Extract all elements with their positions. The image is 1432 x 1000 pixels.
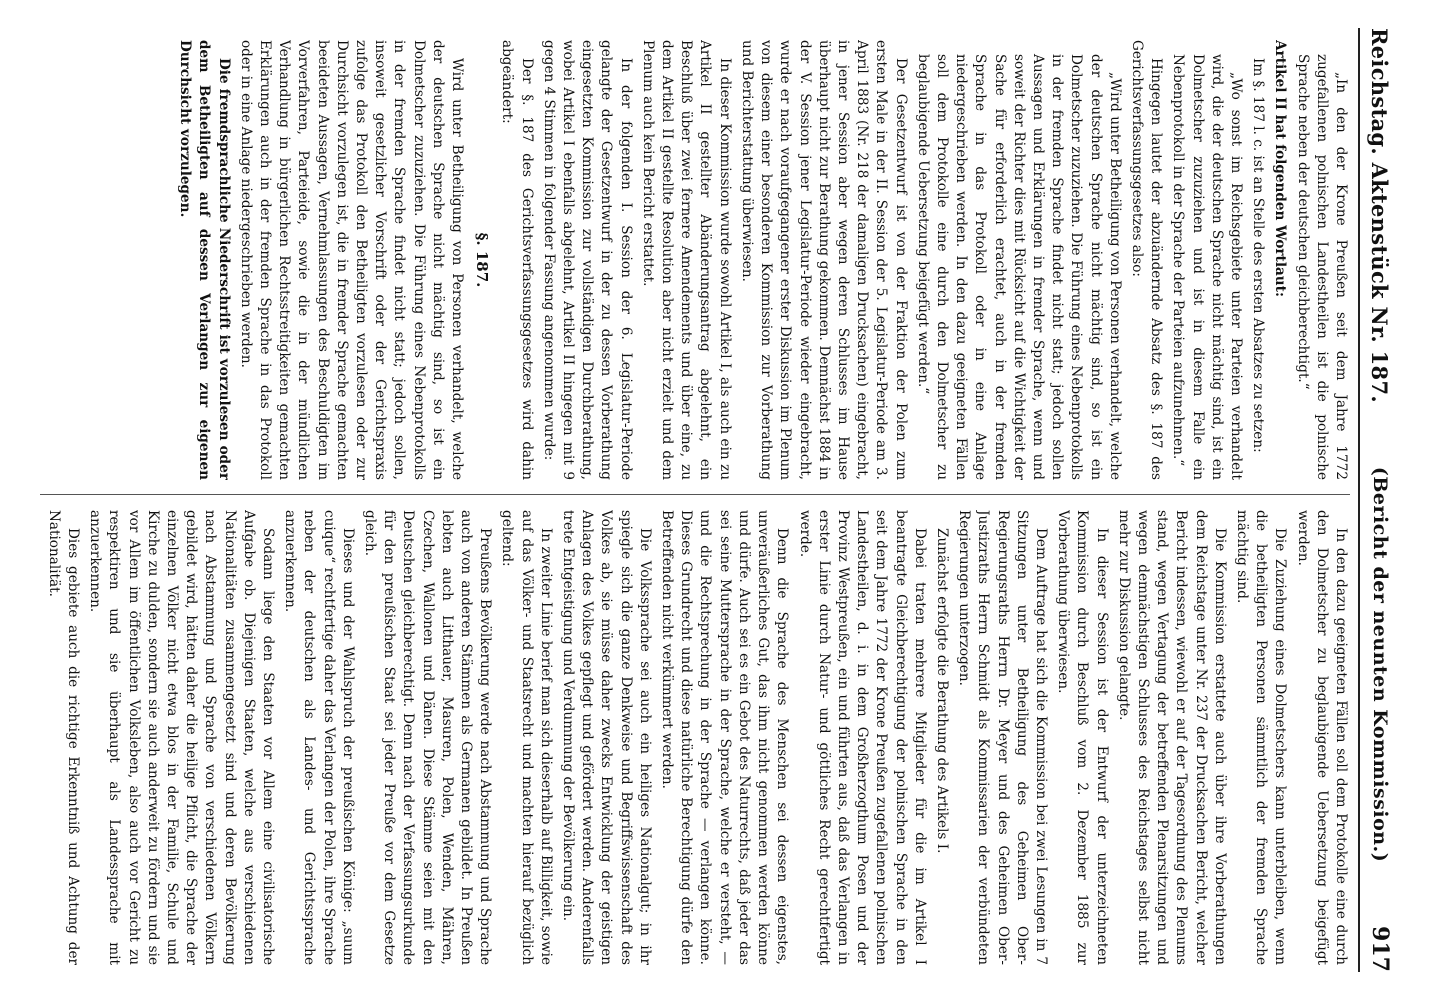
paragraph: In zweiter Linie berief man sich dieserhalb auf Billigkeit, sowie auf das Völker- und Staatsrecht und machten hierauf bezüglich geltend: (499, 510, 554, 965)
page-header (1358, 28, 1400, 972)
paragraph: „Wo sonst im Reichsgebiete unter Parteien verhandelt wird, die der deutschen Sprache nicht mächtig sind, ist ein Dolmetscher zuzuziehen und ist in diesem Falle ein Nebenprotokoll in der Sprache der Parteien aufzunehmen.“ (1170, 54, 1244, 480)
paragraph: Der Gesetzentwurf ist von der Fraktion der Polen zum ersten Male in der II. Session der 5. Legislatur-Periode am 3. April 1883 (Nr. 218 der damaligen Drucksachen) eingebracht, in jener Session aber wegen deren Schlusses im Hause überhaupt nicht zur Berathung gekommen. Demnächst 1884 in der V. Session jener Legislatur-Periode wieder eingebracht, wurde er nach voraufgegangener erster Diskussion im Plenum von diesem einer besonderen Kommission zur Vorberathung und Berichterstattung überwiesen. (738, 40, 909, 480)
paragraph: Im §. 187 l. c. ist an Stelle des ersten Absatzes zu setzen: (1250, 58, 1267, 453)
paragraph: In dieser Session ist der Entwurf der unterzeichneten Kommission durch Beschluß vom 2. Dezember 1885 zur Vorberathung überwiesen. (1055, 510, 1110, 965)
right-column (18, 510, 1350, 965)
paragraph: Denn die Sprache des Menschen sei dessen eigenstes, unveräußerliches Gut, das ihm nicht genommen werden könne und dürfe. Auch sei es ein Gebot des Naturrechts, daß jeder das sei seine Muttersprache in der Sprache, welche er versteht, — und die Rechtsprechung in der Sprache — verlangen könne. Dieses Grundrecht und diese natürliche Berechtigung dürfe den Betreffenden nicht verkümmert werden. (659, 510, 791, 965)
paragraph: Die fremdsprachliche Niederschrift ist vorzulesen oder dem Betheiligten auf dessen Verlangen zur eigenen Durchsicht vorzulegen. (177, 40, 232, 480)
left-column (18, 40, 1350, 480)
header-left: Reichstag. Aktenstück Nr. 187. (1367, 28, 1393, 403)
paragraph: Sodann liege den Staaten vor Allem eine civilisatorische Aufgabe ob. Diejenigen Staaten, welche aus verschiedenen Nationalitäten zusammengesetzt sind und deren Bevölkerung nach Abstammung und Sprache von verschiedenen Völkern gebildet wird, hätten daher die heilige Pflicht, die Sprache der einzelnen Völker nicht etwa blos in der Familie, Schule und Kirche zu dulden, sondern sie auch anderweit zu fördern und sie vor Allem im öffentlichen Volksleben, also auch vor Gericht zu respektiren und sie überhaupt als Landessprache mit anzuerkennen. (87, 510, 277, 965)
column-divider (40, 494, 1350, 495)
paragraph: Dies gebiete auch die richtige Erkenntniß und Achtung der Nationalität. (45, 510, 81, 965)
paragraph: Die Volkssprache sei auch ein heiliges Nationalgut; in ihr spiegle sich die ganze Denkweise und Begriffswissenschaft des Volkes ab, sie müsse daher zwecks Entwicklung der geistigen Anlagen des Volkes gepflegt und gefördert werden. Anderenfalls trete Entgeistigung und Verdummung der Bevölkerung ein. (560, 510, 653, 965)
section-title: §. 187. (473, 232, 492, 288)
paragraph: Die Kommission erstattete auch über ihre Vorberathungen dem Reichstage unter Nr. 237 der Drucksachen Bericht, welcher Bericht indessen, wiewohl er auf der Tagesordnung des Plenums stand, wegen Vertagung der betreffenden Plenarsitzungen und wegen demnächstigen Schlusses des Reichstages selbst nicht mehr zur Diskussion gelangte. (1115, 510, 1228, 965)
paragraph: Wird unter Betheiligung von Personen verhandelt, welche der deutschen Sprache nicht mächtig sind, so ist ein Dolmetscher zuzuziehen. Die Führung eines Nebenprotokolls in der fremden Sprache findet nicht statt; jedoch sollen, insoweit gesetzlicher Vorschrift oder der Gerichtspraxis zufolge das Protokoll den Betheiligten vorzulesen oder zur Durchsicht vorzulegen ist, die in fremder Sprache gemachten beeideten Aussagen, Vernehmlassungen des Beschuldigten im Vorverfahren, Parteieide, sowie die in der mündlichen Verhandlung in bürgerlichen Rechtsstreitigkeiten gemachten Erklärungen auch in der fremden Sprache in das Protokoll oder in eine Anlage niedergeschrieben werden. (237, 40, 466, 480)
paragraph: Dem Auftrage hat sich die Kommission bei zwei Lesungen in 7 Sitzungen unter Betheiligung des Geheimen Ober-Regierungsraths Herrn Dr. Meyer und des Geheimen Ober-Justizraths Herrn Schmidt als Kommissarien der verbündeten Regierungen unterzogen. (956, 510, 1049, 965)
paragraph: In der folgenden I. Session der 6. Legislatur-Periode gelangte der Gesetzentwurf in der zu dessen Vorberathung eingesetzten Kommission zur vollständigen Durchberathung, wobei Artikel I ebenfalls abgelehnt, Artikel II hingegen mit 9 gegen 4 Stimmen in folgender Fassung angenommen wurde: (540, 40, 634, 480)
digitization-note (1412, 0, 1432, 1000)
header-title: (Bericht der neunten Kommission.) (1369, 466, 1391, 863)
paragraph: Dabei traten mehrere Mitglieder für die im Artikel I beantragte Gleichberechtigung der polnischen Sprache in den seit dem Jahre 1772 der Krone Preußen zugefallenen polnischen Landestheilen, d. i. in dem Großherzogthum Posen und der Provinz Westpreußen, ein und führten aus, daß das Verlangen in erster Linie durch Natur- und göttliches Recht gerechtfertigt werde. (796, 510, 928, 965)
paragraph: Der §. 187 des Gerichtsverfassungsgesetzes wird dahin abgeändert: (499, 40, 535, 480)
paragraph: In den dazu geeigneten Fällen soll dem Protokolle eine durch den Dolmetscher zu beglaubigende Uebersetzung beigefügt werden. (1294, 510, 1349, 965)
paragraph: In dieser Kommission wurde sowohl Artikel I, als auch ein zu Artikel II gestellter Abänderungsantrag abgelehnt, ein Beschluß über zwei fernere Amendements und über eine, zu dem Artikel II gestellte Resolution aber nicht erzielt und dem Plenum auch kein Bericht erstattet. (639, 40, 733, 480)
paragraph: Dieses und der Wahlspruch der preußischen Könige: „suum cuique“ rechtfertige daher das Verlangen der Polen, ihre Sprache neben der deutschen als Landes- und Gerichtssprache anzuerkennen. (282, 510, 356, 965)
paragraph: Die Zuziehung eines Dolmetschers kann unterbleiben, wenn die betheiligten Personen sämmtlich der fremden Sprache mächtig sind. (1233, 510, 1289, 965)
page-number: 917 (1367, 926, 1393, 972)
paragraph: „In den der Krone Preußen seit dem Jahre 1772 zugefallenen polnischen Landestheilen ist die polnische Sprache neben der deutschen gleichberechtigt.“ (1294, 54, 1349, 480)
paragraph: Zunächst erfolgte die Berathung des Artikels I. (933, 528, 950, 854)
paragraph: Preußens Bevölkerung werde nach Abstammung und Sprache auch von anderen Stämmen als Germanen gebildet. In Preußen lebten auch Litthauer, Masuren, Polen, Wenden, Mähren, Czechen, Wallonen und Dänen. Diese Stämme seien mit den Deutschen gleichberechtigt. Denn nach der Verfassungsurkunde für den preußischen Staat sei jeder Preuße vor dem Gesetze gleich. (362, 510, 494, 965)
paragraph: Hingegen lautet der abzuändernde Absatz des §. 187 des Gerichtsverfassungsgesetzes also: (1128, 40, 1165, 480)
paragraph: „Wird unter Betheiligung von Personen verhandelt, welche der deutschen Sprache nicht mächtig sind, so ist ein Dolmetscher zuzuziehen. Die Führung eines Nebenprotokolls in der fremden Sprache findet nicht statt; jedoch sollen Aussagen und Erklärungen in fremder Sprache, wenn und soweit der Richter dies mit Rücksicht auf die Wichtigkeit der Sache für erforderlich erachtet, auch in der fremden Sprache in das Protokoll oder in eine Anlage niedergeschrieben werden. In den dazu geeigneten Fällen soll dem Protokolle eine durch den Dolmetscher zu beglaubigende Uebersetzung beigefügt werden.“ (914, 54, 1123, 480)
paragraph: Artikel II hat folgenden Wortlaut: (1272, 40, 1289, 297)
